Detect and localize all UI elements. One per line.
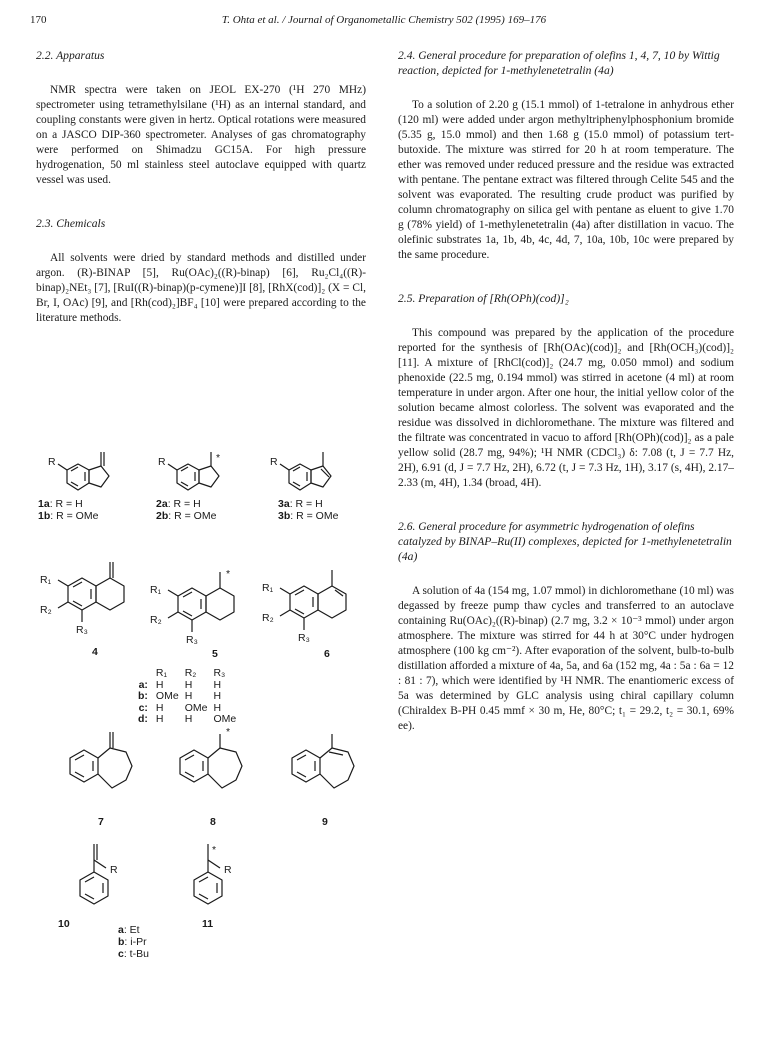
- structure-3: [280, 452, 331, 490]
- compound-scheme: [30, 440, 378, 1000]
- r2-label-4: R₂: [40, 604, 52, 616]
- structure-11: [194, 844, 222, 904]
- section-title-apparatus: 2.2. Apparatus: [36, 49, 105, 62]
- stereo-star-11: *: [212, 844, 217, 856]
- r1-label-6: R₁: [262, 582, 274, 594]
- section-title-wittig: 2.4. General procedure for preparation of olefins 1, 4, 7, 10 by Wittig reaction, depicted for 1-methylenetetralin (4a): [398, 49, 720, 77]
- substituent-table: [138, 668, 242, 726]
- compound-3a-desc: : R = H: [289, 498, 323, 510]
- structure-6: [280, 570, 346, 630]
- compound-3b-number: 3b: [278, 510, 291, 522]
- table-row: b: OMe H H: [138, 690, 222, 702]
- running-head: T. Ohta et al. / Journal of Organometallic Chemistry 502 (1995) 169–176: [221, 14, 547, 26]
- section-body-hydrogenation: A solution of 4a (154 mg, 1.07 mmol) in dichloromethane (10 ml) was degassed by freeze pump thaw cycles and transferred to an autoclave containing Ru(OAc)₂((R)-binap) (2.7 mg, 3.2 × 10⁻³ mmol) under argon atmosphere. The mixture was stirred for 44 h at 30°C under hydrogen atmosphere (100 kg cm⁻²). After evaporation of the solvent, bulb-to-bulb distillation afforded a mixture of 4a, 5a, and 6a (152 mg, 4a : 5a : 6a = 12 : 81 : 7), which were identified by ¹H NMR. The enantiomeric excess of 5a was determined by GLC analysis using chiral capillary column (Chiraldex B-PH 0.45 mmf × 30 m, He, 80°C; t₁ = 29.2, t₂ = 30.1, 69% ee).: [398, 585, 734, 732]
- compound-7-number: 7: [98, 816, 104, 828]
- compound-8-number: 8: [210, 816, 216, 828]
- left-column: [36, 48, 366, 326]
- section-title-hydrogenation: 2.6. General procedure for asymmetric hydrogenation of olefins catalyzed by BINAP–Ru(II) complexes, depicted for 1-methylenetetralin (4a): [398, 520, 732, 563]
- compound-9-number: 9: [322, 816, 328, 828]
- compound-2b-number: 2b: [156, 510, 169, 522]
- structure-8: [180, 734, 242, 788]
- table-row: a: H H H: [138, 678, 222, 691]
- section-body-rh-complex: This compound was prepared by the application of the procedure reported for the synthesis of [Rh(OAc)(cod)]₂ and [Rh(OCH₃)(cod)]₂ [11]. A mixture of [RhCl(cod)]₂ (24.7 mg, 0.050 mmol) and sodium phenoxide (22.5 mg, 0.194 mmol) was stirred in acetone (4 ml) at room temperature in under argon. After one hour, the initial yellow color of the solution became almost colorless. The solvent was evaporated and the residue was dissolved in dichloromethane. The mixture was filtered and the filtrate was concentrated in vacuo to afford [Rh(OPh)(cod)]₂ as a pale yellow solid (28.7 mg, 94%); ¹H NMR (CDCl₃) δ: 7.08 (t, J = 7.7 Hz, 2H), 6.91 (d, J = 7.7 Hz, 2H), 6.72 (t, J = 7.3 Hz, 1H), 3.17 (s, 4H), 2.17–2.33 (m, 4H), 1.34 (broad, 4H).: [398, 327, 734, 489]
- stereo-star-5: *: [226, 568, 231, 580]
- section-body-apparatus: NMR spectra were taken on JEOL EX-270 (¹H 270 MHz) spectrometer using tetramethylsilane (¹H) as an internal standard, and coupling constants were given in hertz. Optical rotations were measured on a JASCO DIP-360 spectrometer. Analyses of gas chromatography were performed on Shimadzu GC15A. For high pressure hydrogenation, 50 ml stainless steel autoclave equipped with quartz vessel was used.: [36, 84, 366, 186]
- r-label-11: R: [224, 864, 232, 876]
- right-column: [398, 48, 734, 734]
- compound-5-number: 5: [212, 648, 218, 660]
- structure-5: [168, 572, 234, 632]
- page-header: [30, 14, 738, 32]
- compound-2b-desc: : R = OMe: [168, 510, 217, 522]
- r2-label-5: R₂: [150, 614, 162, 626]
- compound-6-number: 6: [324, 648, 330, 660]
- section-body-chemicals: All solvents were dried by standard methods and distilled under argon. (R)-BINAP [5], Ru(OAc)₂((R)-binap) [6], Ru₂Cl₄((R)-binap)₂NEt₃ [7], [RuI((R)-binap)(p-cymene)]I [8], [RhX(cod)]₂ (X = Cl, Br, I, OAc) [9], and [Rh(cod)₂]BF₄ [10] were prepared according to the literature methods.: [36, 252, 366, 324]
- r-label-10: R: [110, 864, 118, 876]
- compound-4-number: 4: [92, 646, 98, 658]
- section-body-wittig: To a solution of 2.20 g (15.1 mmol) of 1-tetralone in anhydrous ether (120 ml) were added under argon methyltriphenylphosphonium bromide (5.35 g, 15.0 mmol) and then 1.68 g (15.0 mmol) of potassium tert-butoxide. The mixture was stirred for 20 h at room temperature. The ether was removed under reduced pressure and the residue was extracted with pentane. The pentane extract was filtered through Celite 545 and the solvent was evaporated. The resulting crude product was purified by column chromatography on silica gel with pentane as eluent to give 1.70 g (78% yield) of 1-methylenetetralin (4a) after distillation in vacuo. The olefinic substrates 1a, 1b, 4b, 4c, 4d, 7, 10a, 10b, 10c were prepared by the same procedure.: [398, 99, 734, 261]
- r1-label-5: R₁: [150, 584, 162, 596]
- page-number: 170: [30, 14, 47, 26]
- structure-4: [58, 562, 124, 622]
- r-label-2: R: [158, 456, 166, 468]
- r3-label-5: R₃: [186, 634, 198, 646]
- table-row: d: H H OMe: [138, 713, 237, 725]
- stereo-star-2: *: [216, 452, 221, 464]
- section-title-rh-complex: 2.5. Preparation of [Rh(OPh)(cod)]₂: [398, 292, 569, 305]
- structure-9: [292, 734, 354, 788]
- caption-compound-2: [156, 498, 216, 522]
- structure-2: [168, 452, 219, 490]
- compound-10-number: 10: [58, 918, 70, 930]
- r-label-3: R: [270, 456, 278, 468]
- compound-3a-number: 3a: [278, 498, 290, 510]
- compound-2a-desc: : R = H: [167, 498, 201, 510]
- compound-3b-desc: : R = OMe: [290, 510, 339, 522]
- compound-1b-desc: : R = OMe: [50, 510, 99, 522]
- r1-label-4: R₁: [40, 574, 52, 586]
- r2-label-6: R₂: [262, 612, 274, 624]
- caption-compound-3: [278, 498, 338, 522]
- compound-1b-number: 1b: [38, 510, 51, 522]
- header-r3: R₃: [213, 667, 226, 679]
- structure-1: [58, 452, 109, 490]
- structure-7: [70, 732, 132, 788]
- header-r1: R₁: [155, 667, 168, 679]
- stereo-star-8: *: [226, 726, 231, 738]
- caption-compound-1: [38, 498, 98, 522]
- r3-label-6: R₃: [298, 632, 310, 644]
- compound-1a-number: 1a: [38, 498, 50, 510]
- compound-1a-desc: : R = H: [49, 498, 83, 510]
- compound-2a-number: 2a: [156, 498, 168, 510]
- compound-11-number: 11: [202, 918, 214, 930]
- r3-label-4: R₃: [76, 624, 88, 636]
- section-title-chemicals: 2.3. Chemicals: [36, 217, 106, 230]
- table-row: c: H OMe H: [138, 701, 222, 714]
- structure-10: [80, 844, 108, 904]
- header-r2: R₂: [184, 667, 197, 679]
- r-label-1: R: [48, 456, 56, 468]
- compound-10-substituents: a: Et b: i-Pr c: t-Bu: [118, 924, 149, 960]
